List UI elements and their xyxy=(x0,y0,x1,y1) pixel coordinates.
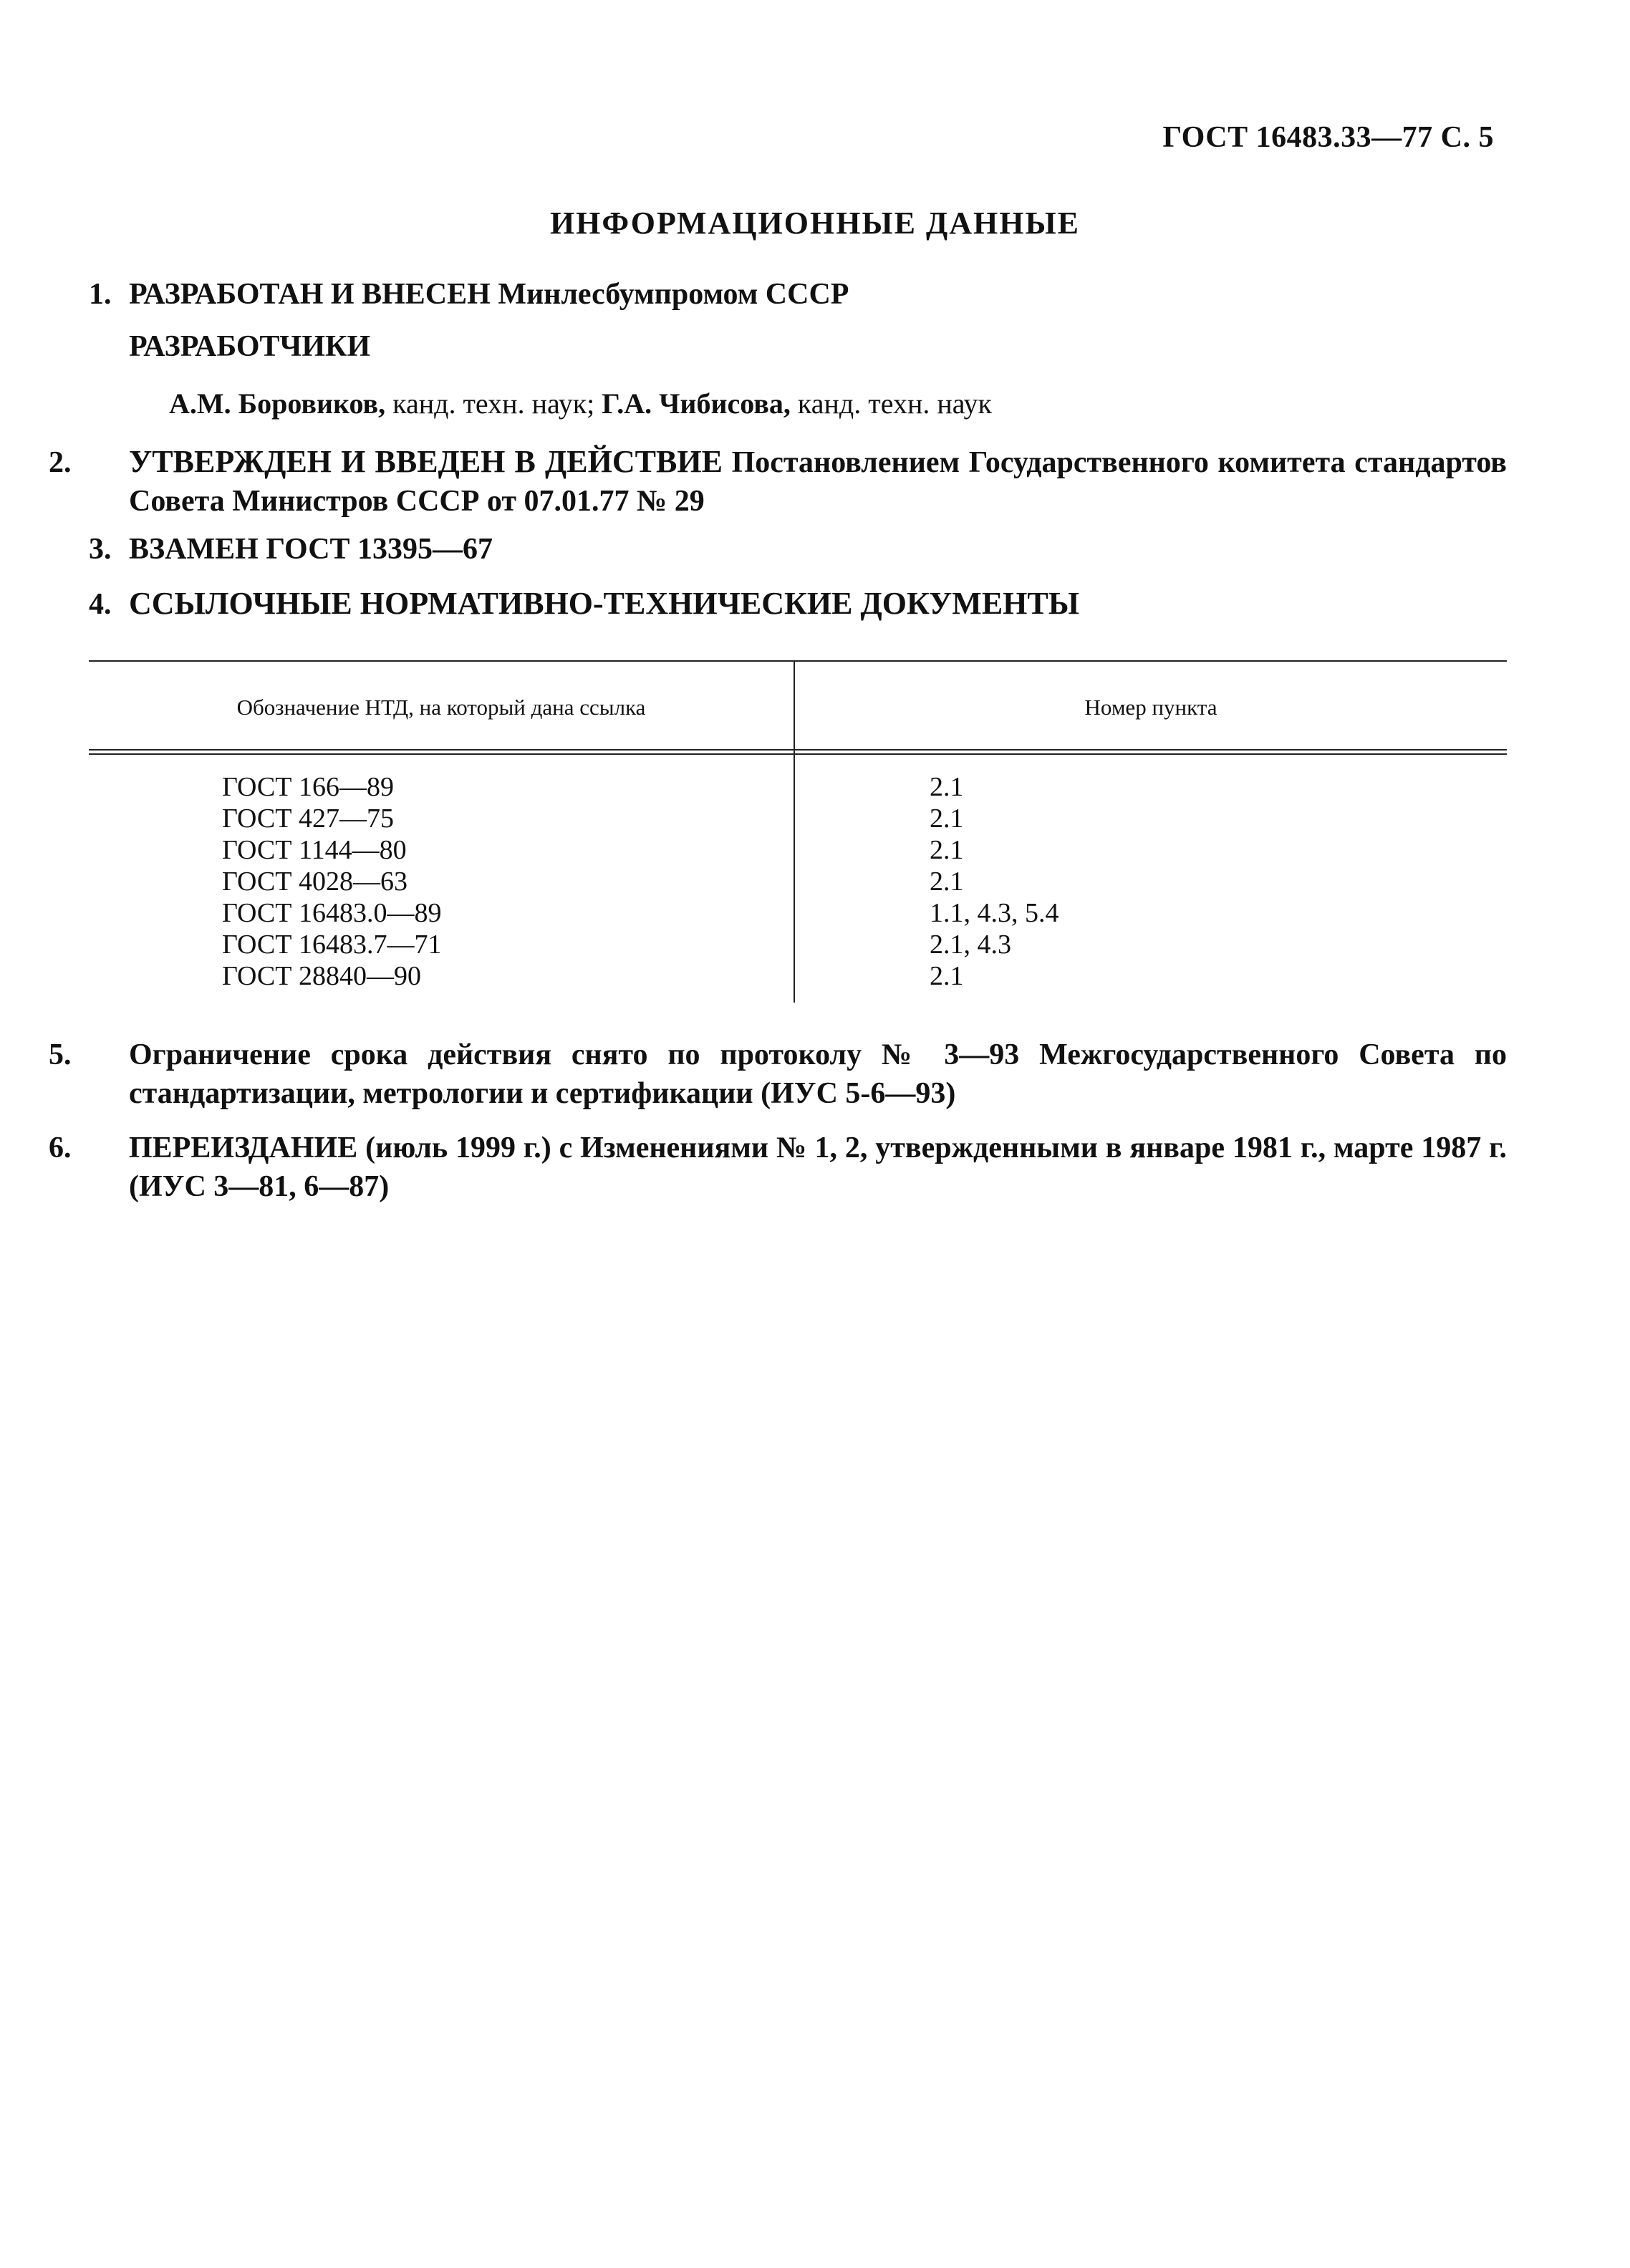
table-cell: ГОСТ 16483.0—89 xyxy=(222,898,442,928)
item-number: 2. xyxy=(49,446,72,479)
table-header-rule xyxy=(89,753,1507,755)
table-cell: 2.1 xyxy=(930,835,964,865)
author-degree: канд. техн. наук xyxy=(797,387,992,420)
developers-heading: РАЗРАБОТЧИКИ xyxy=(129,330,371,363)
item-1 xyxy=(89,275,1507,314)
item-text: Ограничение срока действия снято по протоколу № 3—93 Межгосударственного Совета по стандартизации, метрологии и сертификации (ИУС 5-6—93) xyxy=(129,1038,1507,1110)
table-cell: ГОСТ 28840—90 xyxy=(222,961,421,991)
author-name: А.М. Боровиков, xyxy=(169,387,386,420)
table-cell: 2.1 xyxy=(930,867,964,897)
item-3 xyxy=(89,530,1507,569)
table-cell: ГОСТ 1144—80 xyxy=(222,835,407,865)
item-4 xyxy=(89,584,1507,624)
item-2 xyxy=(49,443,1507,521)
table-column-documents xyxy=(222,771,442,992)
table-column-clauses xyxy=(930,771,1059,992)
reference-table xyxy=(89,660,1507,1004)
item-text: Постановлением Государственного комитета стандартов Совета Министров СССР от 07.01.77 № 29 xyxy=(129,446,1507,518)
item-number: 1. xyxy=(89,278,112,311)
item-text: ССЫЛОЧНЫЕ НОРМАТИВНО-ТЕХНИЧЕСКИЕ ДОКУМЕНТЫ xyxy=(129,586,1079,621)
item-5 xyxy=(49,1036,1507,1113)
item-number: 5. xyxy=(49,1038,72,1071)
authors-line xyxy=(169,387,992,420)
table-cell: 2.1 xyxy=(930,772,964,802)
section-title: ИНФОРМАЦИОННЫЕ ДАННЫЕ xyxy=(549,206,1081,241)
page-header: ГОСТ 16483.33—77 С. 5 xyxy=(1162,121,1494,154)
item-6 xyxy=(49,1129,1507,1206)
item-text: Минлесбумпромом СССР xyxy=(498,278,849,311)
item-number: 3. xyxy=(89,533,112,566)
author-degree: канд. техн. наук; xyxy=(392,387,595,420)
item-number: 4. xyxy=(89,588,112,621)
table-cell: 2.1 xyxy=(930,804,964,834)
table-cell: ГОСТ 166—89 xyxy=(222,772,394,802)
table-cell: ГОСТ 16483.7—71 xyxy=(222,930,442,960)
item-number: 6. xyxy=(49,1131,72,1164)
table-top-rule xyxy=(89,660,1507,662)
table-header-rule xyxy=(89,749,1507,751)
table-header-document: Обозначение НТД, на который дана ссылка xyxy=(236,695,646,720)
table-header-clause: Номер пункта xyxy=(1084,695,1217,720)
table-cell: ГОСТ 4028—63 xyxy=(222,867,408,897)
author-name: Г.А. Чибисова, xyxy=(602,387,791,420)
table-cell: 1.1, 4.3, 5.4 xyxy=(930,898,1059,928)
item-text: ПЕРЕИЗДАНИЕ (июль 1999 г.) с Изменениями № 1, 2, утвержденными в январе 1981 г., марте 1987 г. (ИУС 3—81, 6—87) xyxy=(129,1131,1507,1203)
item-label: РАЗРАБОТАН И ВНЕСЕН xyxy=(129,278,491,311)
item-label: УТВЕРЖДЕН И ВВЕДЕН В ДЕЙСТВИЕ xyxy=(129,444,723,479)
table-cell: 2.1 xyxy=(930,961,964,991)
item-text: ВЗАМЕН ГОСТ 13395—67 xyxy=(129,533,493,566)
table-cell: ГОСТ 427—75 xyxy=(222,804,394,834)
table-cell: 2.1, 4.3 xyxy=(930,930,1011,960)
